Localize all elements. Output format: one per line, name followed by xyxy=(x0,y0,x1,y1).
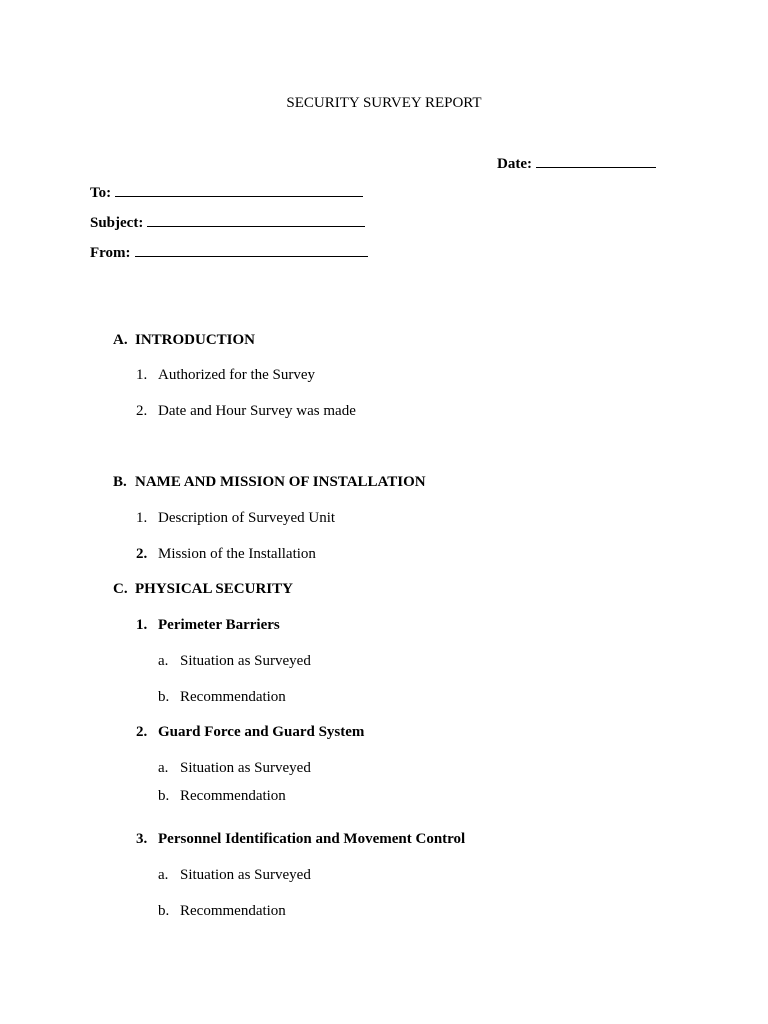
item-text: Description of Surveyed Unit xyxy=(158,510,336,526)
subitem-letter: b. xyxy=(158,689,170,705)
section-title: PHYSICAL SECURITY xyxy=(135,581,293,597)
section-letter: C. xyxy=(113,581,128,597)
from-label: From: xyxy=(90,245,131,261)
sub-list-item xyxy=(158,902,286,920)
subitem-letter: b. xyxy=(158,903,170,919)
sub-list-item xyxy=(158,787,286,805)
subitem-text: Recommendation xyxy=(180,903,286,919)
list-item xyxy=(136,366,315,384)
section-heading-a xyxy=(113,331,255,349)
subitem-text: Situation as Surveyed xyxy=(180,760,311,776)
to-label: To: xyxy=(90,185,112,201)
section-letter: B. xyxy=(113,474,127,490)
sub-list-item xyxy=(158,688,286,706)
subitem-letter: a. xyxy=(158,867,169,883)
section-heading-b xyxy=(113,473,426,491)
date-field[interactable] xyxy=(497,153,656,173)
subitem-text: Situation as Surveyed xyxy=(180,867,311,883)
item-number: 2. xyxy=(136,724,148,740)
item-number: 2. xyxy=(136,546,148,562)
sub-list-item xyxy=(158,866,311,884)
section-title: NAME AND MISSION OF INSTALLATION xyxy=(135,474,426,490)
item-text: Guard Force and Guard System xyxy=(158,724,365,740)
item-text: Personnel Identification and Movement Control xyxy=(158,831,466,847)
sub-list-item xyxy=(158,759,311,777)
item-number: 2. xyxy=(136,403,148,419)
section-letter: A. xyxy=(113,332,128,348)
item-number: 1. xyxy=(136,367,148,383)
item-number: 1. xyxy=(136,617,148,633)
item-number: 1. xyxy=(136,510,148,526)
date-label: Date: xyxy=(497,156,532,172)
item-text: Mission of the Installation xyxy=(158,546,316,562)
list-item xyxy=(136,723,364,741)
subitem-letter: a. xyxy=(158,760,169,776)
to-blank-line[interactable] xyxy=(115,182,363,197)
sub-list-item xyxy=(158,652,311,670)
subitem-letter: b. xyxy=(158,788,170,804)
item-text: Date and Hour Survey was made xyxy=(158,403,356,419)
list-item xyxy=(136,402,356,420)
list-item xyxy=(136,616,280,634)
subject-field[interactable] xyxy=(90,212,365,232)
from-blank-line[interactable] xyxy=(135,242,368,257)
item-text: Authorized for the Survey xyxy=(158,367,316,383)
date-blank-line[interactable] xyxy=(536,153,656,168)
subitem-text: Recommendation xyxy=(180,788,286,804)
subitem-text: Recommendation xyxy=(180,689,286,705)
subject-label: Subject: xyxy=(90,215,144,231)
list-item xyxy=(136,545,316,563)
page-title: SECURITY SURVEY REPORT xyxy=(286,95,482,111)
to-field[interactable] xyxy=(90,182,363,202)
from-field[interactable] xyxy=(90,242,368,262)
section-heading-c xyxy=(113,580,293,598)
subitem-letter: a. xyxy=(158,653,169,669)
list-item xyxy=(136,509,335,527)
item-number: 3. xyxy=(136,831,148,847)
subitem-text: Situation as Surveyed xyxy=(180,653,311,669)
subject-blank-line[interactable] xyxy=(147,212,365,227)
item-text: Perimeter Barriers xyxy=(158,617,280,633)
section-title: INTRODUCTION xyxy=(135,332,256,348)
list-item xyxy=(136,830,465,848)
